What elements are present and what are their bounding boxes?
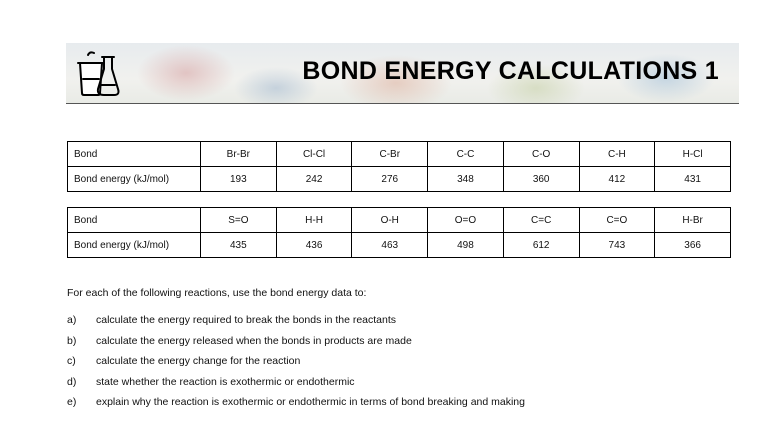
bond-cell: Br-Br [201, 142, 277, 167]
item-label: c) [67, 355, 76, 367]
header-banner [66, 43, 739, 104]
bond-cell: C-H [579, 142, 655, 167]
bond-cell: O-H [352, 208, 428, 233]
energy-cell: 463 [352, 233, 428, 258]
item-text: calculate the energy released when the bonds in products are made [96, 334, 412, 347]
bond-cell: C-O [503, 142, 579, 167]
bond-cell: C-Br [352, 142, 428, 167]
list-item [67, 376, 525, 397]
item-text: calculate the energy required to break the bonds in the reactants [96, 314, 397, 326]
list-item [67, 396, 525, 417]
energy-cell: 360 [503, 167, 579, 192]
item-label: a) [67, 314, 77, 326]
bond-cell: C=C [503, 208, 579, 233]
table-row [68, 233, 731, 258]
bond-cell: O=O [428, 208, 504, 233]
item-text: state whether the reaction is exothermic or endothermic [96, 375, 355, 388]
table-row [68, 167, 731, 192]
list-item [67, 335, 525, 356]
item-label: d) [67, 375, 77, 388]
row-header-bond: Bond [68, 208, 201, 233]
bond-cell: C=O [579, 208, 655, 233]
bond-cell: H-Br [655, 208, 731, 233]
energy-cell: 242 [276, 167, 352, 192]
energy-cell: 612 [503, 233, 579, 258]
item-text: calculate the energy change for the reaction [96, 355, 301, 367]
item-text: explain why the reaction is exothermic or endothermic in terms of bond breaking and making [96, 396, 525, 408]
bond-cell: Cl-Cl [276, 142, 352, 167]
row-header-energy: Bond energy (kJ/mol) [68, 167, 201, 192]
energy-cell: 348 [428, 167, 504, 192]
energy-cell: 276 [352, 167, 428, 192]
energy-cell: 431 [655, 167, 731, 192]
energy-cell: 366 [655, 233, 731, 258]
row-header-bond: Bond [68, 142, 201, 167]
bond-energy-table-2 [67, 207, 731, 258]
energy-cell: 193 [201, 167, 277, 192]
table-row [68, 208, 731, 233]
bond-cell: S=O [201, 208, 277, 233]
energy-cell: 435 [201, 233, 277, 258]
item-label: e) [67, 396, 77, 408]
energy-cell: 412 [579, 167, 655, 192]
energy-cell: 743 [579, 233, 655, 258]
table-row [68, 142, 731, 167]
page-title: BOND ENERGY CALCULATIONS 1 [302, 57, 719, 85]
row-header-energy: Bond energy (kJ/mol) [68, 233, 201, 258]
energy-cell: 436 [276, 233, 352, 258]
lab-glassware-icon [74, 49, 124, 99]
bond-cell: H-Cl [655, 142, 731, 167]
list-item [67, 314, 525, 335]
instructions-intro: For each of the following reactions, use the bond energy data to: [67, 287, 367, 299]
task-list [67, 314, 525, 417]
list-item [67, 355, 525, 376]
energy-cell: 498 [428, 233, 504, 258]
bond-cell: C-C [428, 142, 504, 167]
bond-energy-table-1 [67, 141, 731, 192]
bond-cell: H-H [276, 208, 352, 233]
item-label: b) [67, 334, 77, 347]
